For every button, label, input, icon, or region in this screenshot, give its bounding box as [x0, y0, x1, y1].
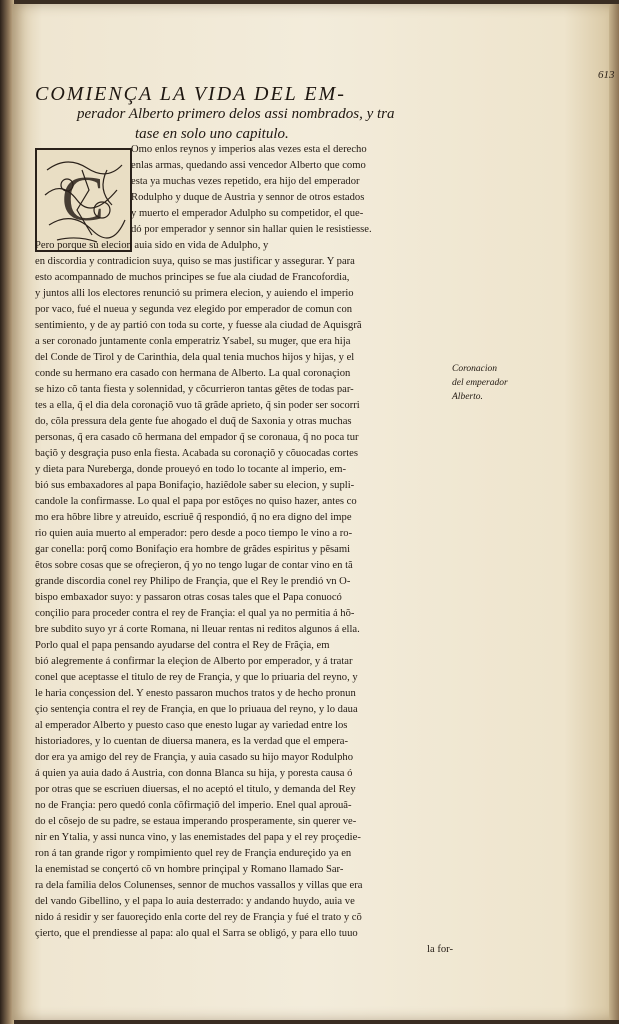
text-line: la enemistad se conçertó cõ vn hombre prinçipal y Romano llamado Sar-: [35, 864, 344, 875]
text-line: y muerto el emperador Adulpho su competidor, el que-: [131, 208, 364, 219]
text-line: conel que aceptasse el titulo de rey de Françia, y que lo priuaria del reyno, y: [35, 672, 358, 683]
text-line: dor era ya amigo del rey de Françia, y auia casado su hijo mayor Rodulpho: [35, 752, 354, 763]
text-line: Porlo qual el papa pensando ayudarse del contra el Rey de Frãçia, em: [35, 640, 330, 651]
text-line: y juntos alli los electores renunció su primera elecion, y auiendo el imperio: [35, 288, 354, 299]
text-line: nido á residir y ser fauoreçido enla corte del rey de Françia y fué el trato y cõ: [35, 912, 362, 923]
text-line: al emperador Alberto y puesto caso que enesto lugar ay variedad entre los: [35, 720, 348, 731]
initial-letter-glyph: C: [61, 163, 105, 234]
text-line: bió alegremente á confirmar la eleçion de Alberto por emperador, y á tratar: [35, 656, 353, 667]
page-right-edge: [609, 4, 619, 1020]
text-line: esta ya muchas vezes repetido, era hijo del emperador: [131, 176, 360, 187]
text-line: por otras que se escriuen diuersas, el no aceptó el titulo, y demanda del Rey: [35, 784, 356, 795]
text-line: tes a ella, q̃ el dia dela coronaçiõ vuo tã grãde aprieto, q̃ sin poder ser socorri: [35, 400, 360, 411]
text-line: á quien ya auia dado á Austria, con donna Blanca su hija, y poresta causa ó: [35, 768, 353, 779]
title-line-1: COMIENÇA LA VIDA DEL EM-: [35, 83, 346, 105]
text-line: bre subdito suyo yr á corte Romana, ni lleuar rentas ni reditos algunos á ella.: [35, 624, 360, 635]
text-line: Omo enlos reynos y imperios alas vezes esta el derecho: [131, 144, 367, 155]
margin-note-line: Alberto.: [452, 392, 483, 402]
text-line: no de Françia: pero quedó conla cõfirmaçiõ del imperio. Enel qual aprouã-: [35, 800, 352, 811]
text-line: conde su hermano era casado con hermana de Alberto. La qual coronaçion: [35, 368, 351, 379]
chapter-title: [35, 84, 455, 144]
text-line: conçilio para proceder contra el rey de Françia: el qual ya no permitia á hõ-: [35, 608, 355, 619]
margin-note-line: del emperador: [452, 378, 508, 388]
text-line: del vando Gibellino, y el papa lo auia desterrado: y andando huydo, auia ve: [35, 896, 355, 907]
text-line: la for-: [427, 944, 453, 955]
text-line: Pero porque su elecion auia sido en vida de Adulpho, y: [35, 240, 269, 251]
text-line: do el cõsejo de su padre, se estaua imperando prosperamente, sin querer ve-: [35, 816, 357, 827]
text-line: le haria conçession del. Y enesto passaron muchos tratos y de hecho pronun: [35, 688, 356, 699]
text-line: enlas armas, quedando assi vencedor Alberto que como: [131, 160, 366, 171]
title-line-2: perador Alberto primero delos assi nombrados, y tra: [77, 106, 395, 122]
text-line: a ser coronado juntamente conla emperatriz Ysabel, su muger, que era hija: [35, 336, 351, 347]
title-line-3: tase en solo uno capitulo.: [135, 126, 289, 142]
text-line: en discordia y contradicion suya, quiso se mas justificar y assegurar. Y para: [35, 256, 355, 267]
text-line: del Conde de Tirol y de Carinthia, dela qual tenia muchos hijos y hijas, y el: [35, 352, 355, 363]
margin-note-line: Coronacion: [452, 364, 498, 374]
text-line: personas, q̃ era casado cõ hermana del empador q̃ se coronaua, q̃ no poca tur: [35, 432, 359, 443]
text-line: Rodulpho y duque de Austria y sennor de otros estados: [131, 192, 365, 203]
text-line: nir en Ytalia, y assi nunca vino, y las enemistades del papa y el rey proçedie-: [35, 832, 361, 843]
text-line: por vaco, fué el nueua y segunda vez elegido por emperador de comun con: [35, 304, 353, 315]
folio-number: 613: [598, 69, 615, 81]
text-line: y dieta para Nureberga, donde proueyó en todo lo tocante al imperio, em-: [35, 464, 347, 475]
text-line: rio quien auia muerto al emperador: pero desde a poco tiempo le vino a ro-: [35, 528, 353, 539]
text-line: çierto, que el prendiesse al papa: alo qual el Sarra se obligó, y para ello tuuo: [35, 928, 358, 939]
text-line: sentimiento, y de ay partió con toda su corte, y fuesse ala ciudad de Aquisgrã: [35, 320, 362, 331]
text-line: gar conella: porq̃ como Bonifaçio era hombre de grãdes espiritus y pẽsami: [35, 544, 351, 555]
text-line: ron á tan grande rigor y rompimiento quel rey de Françia endureçido ya en: [35, 848, 352, 859]
text-line: candole la confirmasse. Lo qual el papa por estõçes no quiso hazer, antes co: [35, 496, 357, 507]
text-line: bió sus embaxadores al papa Bonifaçio, haziẽdole saber su elecion, y supli-: [35, 480, 355, 491]
text-line: ẽtos sobre cosas que se ofreçieron, q̃ yo no tengo lugar de contar vino en tã: [35, 560, 353, 571]
text-line: çio sentençia contra el rey de Françia, en que lo priuaua del reyno, y lo daua: [35, 704, 358, 715]
text-line: mo era hõbre libre y atreuido, escriuẽ q̃ respondió, q̃ no era digno del impe: [35, 512, 352, 523]
text-line: dó por emperador y sennor sin hallar quien le resistiesse.: [131, 224, 372, 235]
text-line: do, cõla pressura dela gente fue ahogado el duq̃ de Saxonia y otras muchas: [35, 416, 352, 427]
text-line: bispo embaxador suyo: y passaron otras cosas tales que el Papa conuocó: [35, 592, 342, 603]
body-text: [35, 142, 453, 958]
text-line: historiadores, y lo cuentan de diuersa manera, es la verdad que el empera-: [35, 736, 348, 747]
text-line: ra dela familia delos Colunenses, sennor de muchos vassallos y villas que era: [35, 880, 363, 891]
text-line: esto acompannado de muchos principes se fue ala ciudad de Francofordia,: [35, 272, 350, 283]
text-line: se hizo cõ tanta fiesta y solennidad, y cõcurrieron tantas gẽtes de todas par-: [35, 384, 354, 395]
text-line: grande discordia conel rey Philipo de Françia, que el Rey le prendió vn O-: [35, 576, 351, 587]
text-line: baçiõ y desgraçia puso enla fiesta. Acabada su coronaçiõ y cõuocadas cortes: [35, 448, 358, 459]
margin-note: [452, 362, 532, 404]
